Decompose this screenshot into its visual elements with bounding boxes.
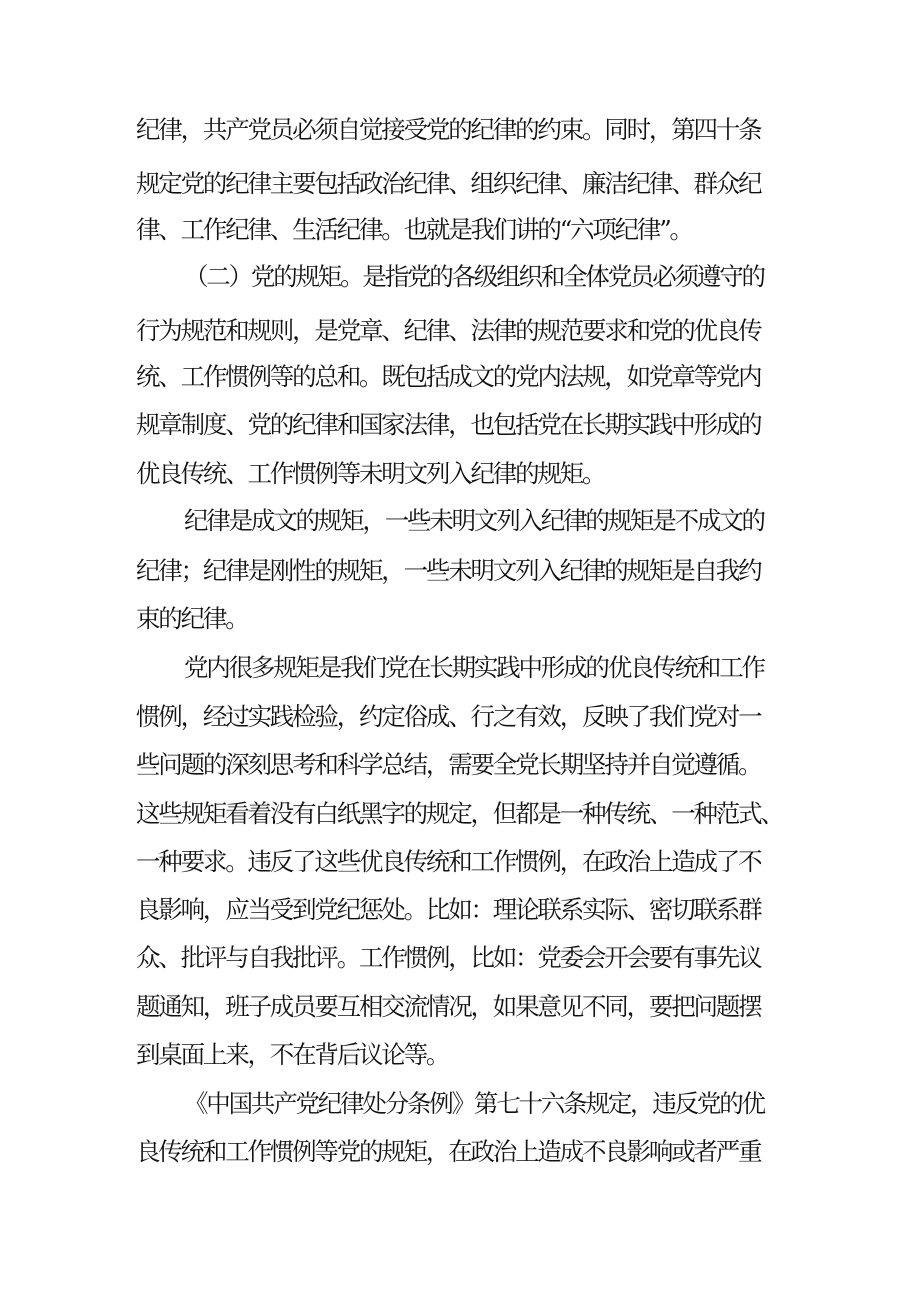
text-line-2: 规定党的纪律主要包括政治纪律、组织纪律、廉洁纪律、群众纪 bbox=[136, 169, 761, 198]
text-line-8: 优良传统、工作惯例等未明文列入纪律的规矩。 bbox=[136, 459, 605, 488]
text-line-5: 行为规范和规则，是党章、纪律、法律的规范要求和党的优良传 bbox=[136, 316, 761, 345]
text-line-19: 题通知，班子成员要互相交流情况，如果意见不同，要把问题摆 bbox=[136, 992, 761, 1021]
text-line-17: 良影响，应当受到党纪惩处。比如：理论联系实际、密切联系群 bbox=[136, 895, 761, 924]
text-line-21: 《中国共产党纪律处分条例》第七十六条规定，违反党的优 bbox=[184, 1089, 764, 1118]
text-line-10: 纪律；纪律是刚性的规矩，一些未明文列入纪律的规矩是自我约 bbox=[136, 556, 761, 585]
text-line-15: 这些规矩看着没有白纸黑字的规定，但都是一种传统、一种范式、 bbox=[136, 799, 783, 828]
text-line-14: 些问题的深刻思考和科学总结，需要全党长期坚持并自觉遵循。 bbox=[136, 750, 761, 779]
text-line-20: 到桌面上来，不在背后议论等。 bbox=[136, 1040, 449, 1069]
text-line-7: 规章制度、党的纪律和国家法律，也包括党在长期实践中形成的 bbox=[136, 410, 761, 439]
text-line-1: 纪律，共产党员必须自觉接受党的纪律的约束。同时，第四十条 bbox=[136, 115, 761, 144]
text-line-13: 惯例，经过实践检验，约定俗成、行之有效，反映了我们党对一 bbox=[136, 702, 761, 731]
text-line-18: 众、批评与自我批评。工作惯例，比如：党委会开会要有事先议 bbox=[136, 943, 761, 972]
text-line-22: 良传统和工作惯例等党的规矩，在政治上造成不良影响或者严重 bbox=[136, 1137, 761, 1166]
text-line-4: （二）党的规矩。是指党的各级组织和全体党员必须遵守的 bbox=[184, 262, 764, 291]
text-line-11: 束的纪律。 bbox=[136, 604, 248, 633]
text-line-12: 党内很多规矩是我们党在长期实践中形成的优良传统和工作 bbox=[184, 653, 764, 682]
text-line-9: 纪律是成文的规矩，一些未明文列入纪律的规矩是不成文的 bbox=[184, 506, 764, 535]
text-line-16: 一种要求。违反了这些优良传统和工作惯例，在政治上造成了不 bbox=[136, 847, 761, 876]
text-line-3: 律、工作纪律、生活纪律。也就是我们讲的“六项纪律”。 bbox=[136, 215, 692, 244]
text-line-6: 统、工作惯例等的总和。既包括成文的党内法规，如党章等党内 bbox=[136, 362, 761, 391]
